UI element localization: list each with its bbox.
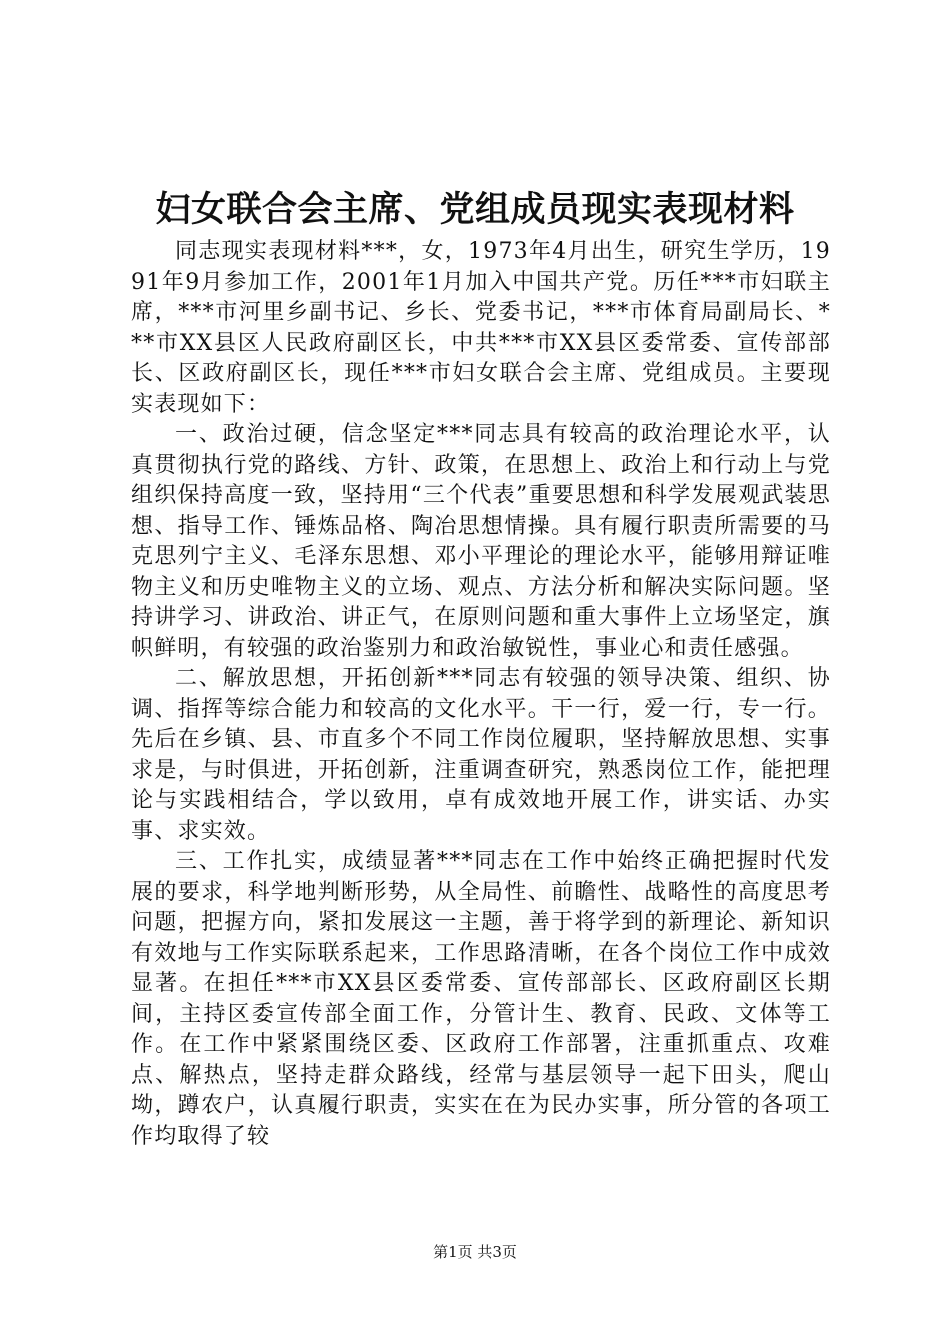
paragraph-achievements: 三、工作扎实，成绩显著***同志在工作中始终正确把握时代发展的要求，科学地判断形势，从全局性、前瞻性、战略性的高度思考问题，把握方向，紧扣发展这一主题，善于将学到的新理论、新知识有效地与工作实际联系起来，工作思路清晰，在各个岗位工作中成效显著。在担任***市XX县区委常委、宣传部部长、区政府副区长期间，主持区委宣传部全面工作，分管计生、教育、民政、文体等工作。在工作中紧紧围绕区委、区政府工作部署，注重抓重点、攻难点、解热点，坚持走群众路线，经常与基层领导一起下田头，爬山坳，蹲农户，认真履行职责，实实在在为民办实事，所分管的各项工作均取得了较 xyxy=(131,849,831,1149)
paragraph-political: 一、政治过硬，信念坚定***同志具有较高的政治理论水平，认真贯彻执行党的路线、方针、政策，在思想上、政治上和行动上与党组织保持高度一致，坚持用“三个代表”重要思想和科学发展观武装思想、指导工作、锤炼品格、陶冶思想情操。具有履行职责所需要的马克思列宁主义、毛泽东思想、邓小平理论的理论水平，能够用辩证唯物主义和历史唯物主义的立场、观点、方法分析和解决实际问题。坚持讲学习、讲政治、讲正气，在原则问题和重大事件上立场坚定，旗帜鲜明，有较强的政治鉴别力和政治敏锐性，事业心和责任感强。 xyxy=(131,422,831,661)
page-number-footer: 第1页 共3页 xyxy=(433,1243,517,1261)
paragraph-intro: 同志现实表现材料***，女，1973年4月出生，研究生学历，1991年9月参加工作，2001年1月加入中国共产党。历任***市妇联主席，***市河里乡副书记、乡长、党委书记，***市体育局副局长、***市XX县区人民政府副区长，中共***市XX县区委常委、宣传部部长、区政府副区长，现任***市妇女联合会主席、党组成员。主要现实表现如下： xyxy=(131,239,831,417)
paragraph-innovation: 二、解放思想，开拓创新***同志有较强的领导决策、组织、协调、指挥等综合能力和较高的文化水平。干一行，爱一行，专一行。先后在乡镇、县、市直多个不同工作岗位履职，坚持解放思想、实事求是，与时俱进，开拓创新，注重调查研究，熟悉岗位工作，能把理论与实践相结合，学以致用，卓有成效地开展工作，讲实话、办实事、求实效。 xyxy=(131,666,831,844)
document-title: 妇女联合会主席、党组成员现实表现材料 xyxy=(155,190,795,230)
document-body xyxy=(131,237,831,1152)
